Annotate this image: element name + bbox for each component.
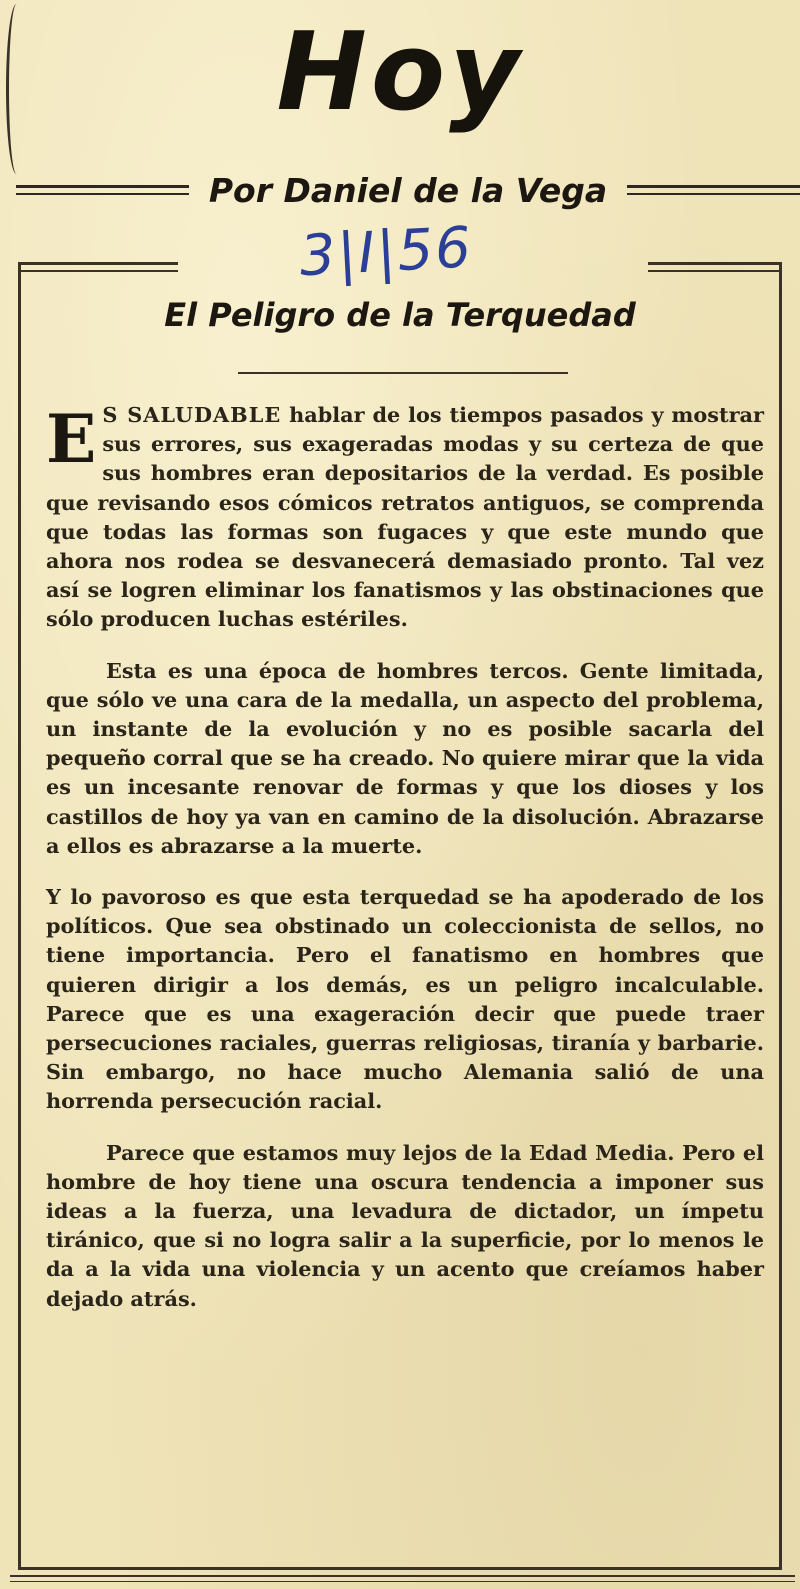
byline-rule-left — [16, 185, 189, 195]
paragraph-3: Y lo pavoroso es que esta terquedad se ha apoderado de los políticos. Que sea obstinado un coleccionista de sellos, no tiene importancia. Pero el fanatismo en hombres que quieren dirigir a los demás, es un peligro incalculable. Parece que es una exageración decir que puede traer persecuciones raciales, guerras religiosas, tiranía y barbarie. Sin embargo, no hace mucho Alemania salió de una horrenda persecución racial. — [46, 884, 764, 1114]
bottom-rule — [10, 1575, 795, 1582]
handwritten-date: 3|I|56 — [298, 215, 475, 290]
paragraph-2: Esta es una época de hombres tercos. Gente limitada, que sólo ve una cara de la medalla, un aspecto del problema, un instante de la evolución y no es posible sacarla del pequeño corral que se ha creado. No quiere mirar que la vida es un incesante renovar de formas y que los dioses y los castillos de hoy ya van en camino de la disolución. Abrazarse a ellos es abrazarse a la muerte. — [46, 657, 764, 858]
byline-rule-right — [627, 185, 800, 195]
lead-in: S SALUDABLE — [102, 402, 282, 427]
paragraph-1 — [46, 400, 764, 634]
drop-cap: E — [46, 400, 97, 478]
article-body — [46, 400, 764, 1335]
article-title: El Peligro de la Terquedad — [164, 296, 636, 334]
paragraph-4: Parece que estamos muy lejos de la Edad Media. Pero el hombre de hoy tiene una oscura tendencia a imponer sus ideas a la fuerza, una levadura de dictador, un ímpetu tiránico, que si no logra salir a la superficie, por lo menos le da a la vida una violencia y un acento que creíamos haber dejado atrás. — [46, 1139, 764, 1311]
byline: Por Daniel de la Vega — [208, 170, 608, 210]
paragraph-1-text: hablar de los tiempos pasados y mostrar sus errores, sus exageradas modas y su certeza de que sus hombres eran depositarios de la verdad. Es posible que revisando esos cómicos retratos antiguos, se comprenda que todas las formas son fugaces y que este mundo que ahora nos rodea se desvanecerá demasiado pronto. Tal vez así se logren eliminar los fanatismos y las obstinaciones que sólo producen luchas estériles. — [46, 402, 764, 632]
title-divider — [238, 372, 568, 374]
column-masthead: Hoy — [276, 10, 524, 135]
byline-row — [16, 162, 800, 218]
